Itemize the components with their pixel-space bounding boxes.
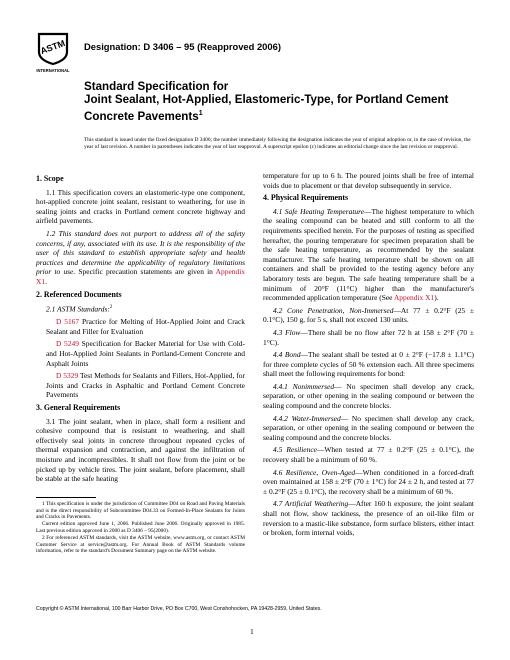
copyright-line: Copyright © ASTM International, 100 Barr Harbor Drive, PO Box C700, West Conshohocken, PA 19428-2959, United States. (36, 606, 322, 612)
paragraph-4-4-1: 4.4.1 Nonimmersed— No specimen shall develop any crack, separation, or other opening in the sealing compound or between the sealing compound and the concrete blocks. (263, 381, 474, 411)
reference-title: Specification for Backer Material for Use with Cold- and Hot-Applied Joint Sealants in Portland-Cement Concrete and Asphalt Joints (46, 339, 245, 368)
paragraph-3-1-continued: temperature for up to 6 h. The poured joints shall be free of internal voids due to placement or that develop subsequently in service. (263, 171, 474, 190)
reference-code-link[interactable]: D 5329 (56, 371, 79, 381)
paragraph-4-2: 4.2 Cone Penetration, Non-Immersed—At 77 ± 0.2°F (25 ± 0.1°C), 150 g, for 5 s, shall not exceed 130 units. (263, 305, 474, 325)
paragraph-3-1: 3.1 The joint sealant, when in place, shall form a resilient and cohesive compound that is resistant to weathering, and shall effectively seal joints in concrete throughout repeated cycles of thermal expansion and contraction, and against the infiltration of moisture and incompressibles. It shall not flow from the joint or be picked up by vehicle tires. The joint sealant, before placement, shall be stable at the safe heating (36, 416, 245, 484)
appendix-x1-link[interactable]: Appendix X1 (36, 267, 246, 286)
reference-item (36, 317, 245, 336)
paragraph-1-2-italic: 1.2 This standard does not purport to address all of the safety concerns, if any, associated with its use. It is the responsibility of the user of this standard to establish appropriate safety and health practices and determine the applicability of regulatory limitations prior to use. (36, 228, 245, 277)
paragraph-4-4: 4.4 Bond—The sealant shall be tested at 0 ± 2°F (−17.8 ± 1.1°C) for three complete cycles of 50 % extension each. All three specimens shall meet the following requirements for bond: (263, 350, 475, 379)
footnote-divider (36, 497, 96, 498)
paragraph-1-2: 1.2 This standard does not purport to address all of the safety concerns, if any, associated with its use. It is the responsibility of the user of this standard to establish appropriate safety and health practices and determine the applicability of regulatory limitations prior to use. Specific precaution statements are given in Appendix X1. (36, 228, 246, 286)
reference-list (36, 317, 245, 400)
left-column (36, 171, 245, 487)
section-heading-referenced-documents: 2. Referenced Documents (36, 289, 122, 299)
footnote: 1 This specification is under the jurisdiction of Committee D04 on Road and Paving Materials and is the direct responsibility of Subcommittee D04.33 on Formed-In-Place Sealants for Joints and Cracks in Pavements. (36, 501, 245, 521)
designation: Designation: D 3406 – 95 (Reapproved 2006) (84, 41, 281, 52)
section-heading-physical-requirements: 4. Physical Requirements (263, 193, 349, 203)
paragraph-4-6: 4.6 Resilience, Oven-Aged—When conditioned in a forced-draft oven maintained at 158 ± 2°F (70 ± 1°C) for 24 ± 2 h, and tested at 77 ± 0.2°F (25 ± 0.1°C), the recovery shall be a minimum of 60 %. (263, 467, 474, 496)
svg-text:ASTM: ASTM (38, 38, 67, 57)
document-title (84, 80, 484, 123)
appendix-x1-link-2[interactable]: Appendix X1 (393, 293, 435, 303)
paragraph-4-4-2: 4.4.2 Water-Immersed— No specimen shall develop any crack, separation, or other opening in the sealing compound or between the sealing compound and the concrete blocks. (263, 413, 474, 442)
designation-notice: This standard is issued under the fixed designation D 3406; the number immediately following the designation indicates the year of original adoption or, in the case of revision, the year of last revision. A number in parentheses indicates the year of last reapproval. A superscript epsilon (ε) indicates an editorial change since the last revision or reapproval. (84, 137, 471, 150)
astm-standards-intro: 2.1 ASTM Standards:$^2$ (46, 304, 113, 314)
section-heading-general-requirements: 3. General Requirements (36, 402, 121, 412)
reference-code-link[interactable]: D 5249 (56, 339, 79, 349)
footnote: Current edition approved June 1, 2006. Published June 2006. Originally approved in 1985. Last previous edition approved in 2000 as D 3406 – 95(2000). (36, 521, 245, 534)
paragraph-4-5: 4.5 Resilience—When tested at 77 ± 0.2°F (25 ± 0.1°C), the recovery shall be a minimum of 60 %. (263, 445, 474, 465)
title-line-2: Joint Sealant, Hot-Applied, Elastomeric-Type, for Portland Cement Concrete Pavements (84, 93, 449, 123)
paragraph-1-1: 1.1 This specification covers an elastomeric-type one component, hot-applied concrete joint sealant, resistant to weathering, for use in sealing joints and cracks in Portland cement concrete highway and airfield pavements. (36, 187, 245, 226)
title-line-1: Standard Specification for (84, 80, 229, 93)
paragraph-4-3: 4.3 Flow—There shall be no flow after 72 h at 158 ± 2°F (70 ± 1°C). (263, 327, 474, 347)
page-number: 1 (250, 627, 254, 636)
paragraph-4-7: 4.7 Artificial Weathering—After 160 h exposure, the joint sealant shall not flow, show tackiness, the presence of an oil-like film or reversion to a mastic-like substance, form surface blisters, either intact or broken, form internal voids, (263, 499, 474, 538)
paragraph-4-1: 4.1 Safe Heating Temperature—The highest temperature to which the sealing compound can be heated and still conform to all the requirements specified herein. For the purposes of testing as specified hereafter, the pouring temperature for specimen preparation shall be the safe heating temperature, as recommended by the sealant manufacturer. The safe heating temperature shall be shown on all containers and shall be provided to the testing agency before any laboratory tests are begun. The safe heating temperature shall be a minimum of 20°F (11°C) higher than the manufacturer's recommended application temperature (See Appendix X1). (263, 206, 474, 303)
footnote: 2 For referenced ASTM standards, visit the ASTM website, www.astm.org, or contact ASTM Customer Service at service@astm.org. For Annual Book of ASTM Standards volume information, refer to the standard's Document Summary page on the ASTM website. (36, 534, 245, 555)
reference-code-link[interactable]: D 5167 (56, 317, 80, 327)
reference-item (36, 339, 245, 368)
logo-caption: INTERNATIONAL (36, 68, 70, 73)
footnotes (36, 497, 245, 555)
astm-logo (36, 30, 70, 76)
right-column (263, 171, 474, 541)
paragraph-1-2-tail: Specific precaution statements are given in (78, 267, 213, 277)
title-footnote-mark: 1 (198, 109, 203, 117)
reference-title: Test Methods for Sealants and Fillers, Hot-Applied, for Joints and Cracks in Asphaltic and Portland Cement Concrete Pavements (46, 371, 245, 400)
reference-title: Practice for Melting of Hot-Applied Joint and Crack Sealant and Filler for Evaluation (46, 317, 246, 336)
reference-item (36, 371, 245, 400)
section-heading-scope: 1. Scope (36, 174, 64, 183)
